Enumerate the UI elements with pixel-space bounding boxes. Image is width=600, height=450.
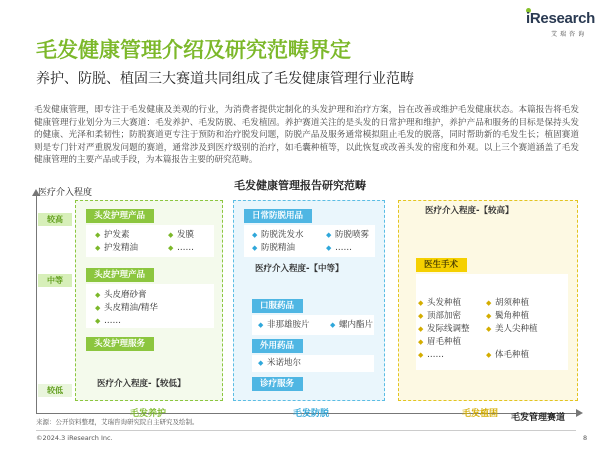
diamond-bullet-icon: ◆ xyxy=(95,304,101,312)
page-number: 8 xyxy=(583,434,588,442)
diamond-bullet-icon: ◆ xyxy=(252,244,258,252)
y-axis-label: 医疗介入程度 xyxy=(38,188,93,198)
x-axis-arrow-icon xyxy=(576,409,583,417)
diamond-bullet-icon: ◆ xyxy=(486,312,492,320)
tag-clinic-services: 诊疗服务 xyxy=(252,377,303,391)
tag-oral-drugs: 口服药品 xyxy=(252,299,303,313)
tag-topical-drugs: 外用药品 xyxy=(252,339,303,353)
diamond-bullet-icon: ◆ xyxy=(418,351,424,359)
anti-loss-level-text: 医疗介入程度-【中等】 xyxy=(255,264,344,274)
list-item: ◆ 防脱精油 xyxy=(252,243,296,253)
list-item: ◆ …… xyxy=(168,243,194,253)
diamond-bullet-icon: ◆ xyxy=(95,244,101,252)
list-item: ◆ 发膜 xyxy=(168,230,195,240)
list-item: ◆ 防脱洗发水 xyxy=(252,230,304,240)
list-item: ◆ 发际线调整 xyxy=(418,324,470,334)
copyright: ©2024.3 iResearch Inc. xyxy=(36,434,113,442)
list-item: ◆ 头皮精油/精华 xyxy=(95,303,158,313)
diamond-bullet-icon: ◆ xyxy=(486,325,492,333)
diamond-bullet-icon: ◆ xyxy=(258,321,264,329)
list-item: ◆ 螺内酯片 xyxy=(330,320,374,330)
tag-scalp-care-products: 头皮护理产品 xyxy=(86,268,154,282)
iresearch-logo-cn: 艾瑞咨询 xyxy=(551,31,588,38)
diamond-bullet-icon: ◆ xyxy=(258,359,264,367)
diamond-bullet-icon: ◆ xyxy=(418,338,424,346)
list-item: ◆ …… xyxy=(418,350,444,360)
list-item: ◆ 美人尖种植 xyxy=(486,324,538,334)
tag-daily-anti-loss: 日常防脱用品 xyxy=(244,209,312,223)
diamond-bullet-icon: ◆ xyxy=(252,231,258,239)
list-item: ◆ 体毛种植 xyxy=(486,350,530,360)
anti-loss-column-label: 毛发防脱 xyxy=(293,409,330,419)
tag-hair-care-products: 头发护理产品 xyxy=(86,209,154,223)
list-item: ◆ …… xyxy=(326,243,352,253)
level-mid: 中等 xyxy=(38,274,72,287)
list-item: ◆ 鬓角种植 xyxy=(486,311,530,321)
footer-divider xyxy=(36,430,576,431)
tag-surgery: 医生手术 xyxy=(416,258,467,272)
diamond-bullet-icon: ◆ xyxy=(486,351,492,359)
x-axis-label: 毛发管理赛道 xyxy=(511,413,566,423)
list-item: ◆ 防脱喷雾 xyxy=(326,230,370,240)
level-low: 较低 xyxy=(38,384,72,397)
diamond-bullet-icon: ◆ xyxy=(486,299,492,307)
page-title: 毛发健康管理介绍及研究范畴界定 xyxy=(36,38,351,62)
diamond-bullet-icon: ◆ xyxy=(418,312,424,320)
iresearch-logo: iResearch xyxy=(526,10,596,27)
list-item: ◆ 头皮磨砂膏 xyxy=(95,290,147,300)
diamond-bullet-icon: ◆ xyxy=(95,317,101,325)
tag-hair-care-services: 头发护理服务 xyxy=(86,337,154,351)
list-item: ◆ 眉毛种植 xyxy=(418,337,462,347)
list-item: ◆ 非那雄胺片 xyxy=(258,320,310,330)
diamond-bullet-icon: ◆ xyxy=(326,231,332,239)
diamond-bullet-icon: ◆ xyxy=(95,231,101,239)
list-item: ◆ 护发精油 xyxy=(95,243,139,253)
list-item: ◆ 护发素 xyxy=(95,230,130,240)
list-item: ◆ 顶部加密 xyxy=(418,311,462,321)
diamond-bullet-icon: ◆ xyxy=(330,321,336,329)
diamond-bullet-icon: ◆ xyxy=(418,299,424,307)
diamond-bullet-icon: ◆ xyxy=(168,244,174,252)
list-item: ◆ 米诺地尔 xyxy=(258,358,302,368)
transplant-column-label: 毛发植固 xyxy=(462,409,499,419)
diamond-bullet-icon: ◆ xyxy=(418,325,424,333)
care-level-text: 医疗介入程度-【较低】 xyxy=(97,379,186,389)
level-high: 较高 xyxy=(38,213,72,226)
intro-paragraph: 毛发健康管理，即专注于毛发健康及美观的行业，为消费者提供定制化的头发护理和治疗方案，旨在改善或维护毛发健康状态。本篇报告将毛发健康管理行业划分为三大赛道：毛发养护、毛发防脱、毛发植固。养护赛道关注的是头发的日常护理和维护，养护产品和服务的目标是保持头发的健康、光泽和柔韧性；防脱赛道更专注于预防和治疗脱发问题，防脱产品及服务通常模拟阻止毛发的脱落，同时帮助新的毛发生长；植固赛道则是专门针对严重脱发问题的赛道，通常涉及到医疗级别的治疗，如毛囊种植等，以此恢复或改善头发的密度和外观。以上三个赛道涵盖了毛发健康管理的主要产品或手段，为本篇报告主要的研究范畴。 xyxy=(34,105,579,166)
y-axis xyxy=(36,195,37,413)
diamond-bullet-icon: ◆ xyxy=(95,291,101,299)
diagram-title: 毛发健康管理报告研究范畴 xyxy=(234,179,366,192)
care-column-label: 毛发养护 xyxy=(130,409,167,419)
page-subtitle: 养护、防脱、植固三大赛道共同组成了毛发健康管理行业范畴 xyxy=(36,71,414,87)
list-item: ◆ …… xyxy=(95,316,121,326)
diamond-bullet-icon: ◆ xyxy=(326,244,332,252)
source-note: 来源：公开资料整理，艾瑞咨询研究院自主研究及绘制。 xyxy=(36,418,199,426)
list-item: ◆ 头发种植 xyxy=(418,298,462,308)
list-item: ◆ 胡须种植 xyxy=(486,298,530,308)
transplant-level-text: 医疗介入程度-【较高】 xyxy=(425,206,514,216)
diamond-bullet-icon: ◆ xyxy=(168,231,174,239)
